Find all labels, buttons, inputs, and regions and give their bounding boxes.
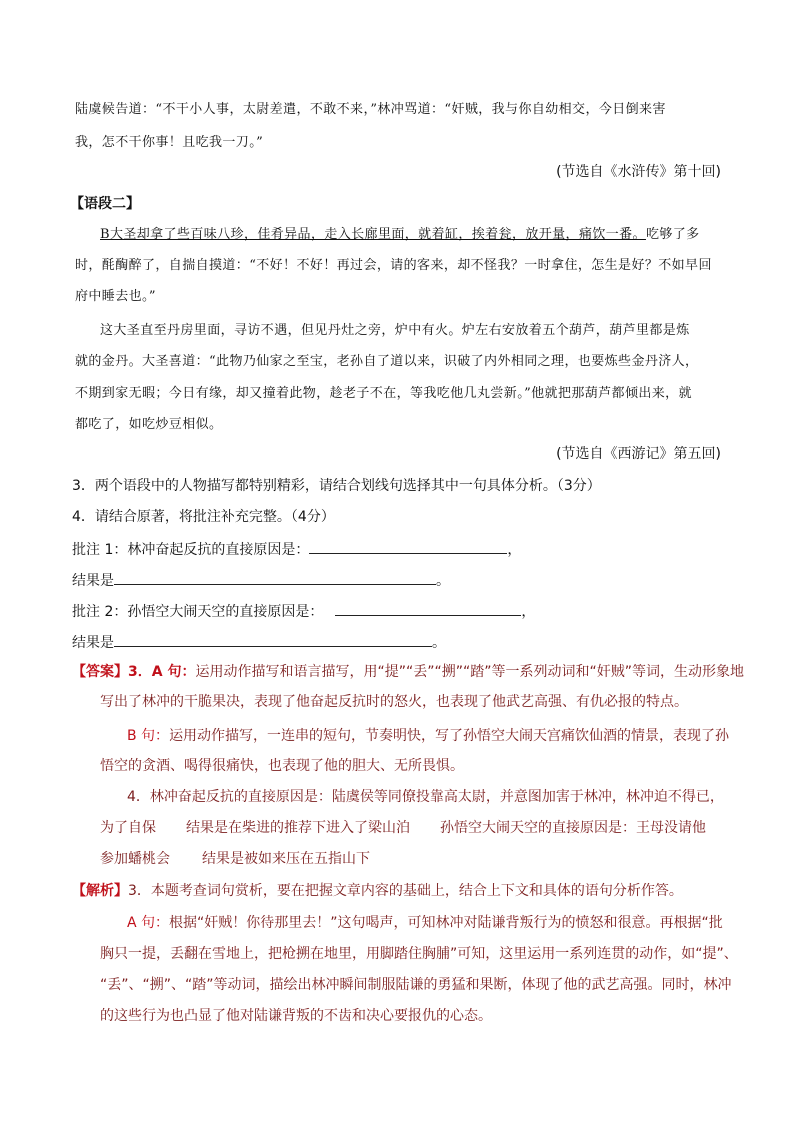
answer-b-line1: B 句：运用动作描写，一连串的短句，节奏明快，写了孙悟空大闹天宫痛饮仙酒的情景，表现了孙 xyxy=(127,728,730,744)
analysis-a-line1: A 句：根据“奸贼！你待那里去！”这句喝声，可知林冲对陆谦背叛行为的愤怒和很意。再根据“批 xyxy=(127,915,723,931)
passage2-source: (节选自《西游记》第五回) xyxy=(556,446,721,462)
passage2-p1-line1 xyxy=(100,225,700,245)
answer-b-line2: 悟空的贪酒、喝得很痛快，也表现了他的胆大、无所畏惧。 xyxy=(100,758,464,774)
analysis-line1: 【解析】3．本题考查词句赏析，要在把握文章内容的基础上，结合上下文和具体的语句分析作答。 xyxy=(72,883,683,899)
passage1-line1: 陆虞候告道：“不干小人事，太尉差遣，不敢不来，”林冲骂道：“奸贼，我与你自幼相交，今日倒来害 xyxy=(75,102,666,117)
answer-q4-line1: 4．林冲奋起反抗的直接原因是：陆虞侯等同僚投靠高太尉，并意图加害于林冲，林冲迫不得已， xyxy=(127,789,724,805)
answer-q4-line3: 参加蟠桃会 结果是被如来压在五指山下 xyxy=(100,851,370,867)
note-1-result: 结果是 。 xyxy=(72,569,450,591)
passage2-p2-line1: 这大圣直至丹房里面，寻访不遇，但见丹灶之旁，炉中有火。炉左右安放着五个葫芦，葫芦里都是炼 xyxy=(100,323,690,338)
passage2-p2-line2: 就的金丹。大圣喜道：“此物乃仙家之至宝，老孙自了道以来，识破了内外相同之理，也要炼些金丹济人， xyxy=(75,354,699,369)
passage1-line2: 我，怎不干你事！且吃我一刀。” xyxy=(75,135,264,150)
passage1-source: (节选自《水浒传》第十回) xyxy=(556,164,721,180)
analysis-a-line4: 的这些行为也凸显了他对陆谦背叛的不齿和决心要报仇的心态。 xyxy=(100,1008,492,1024)
answer-line1: 【答案】3．A 句：运用动作描写和语言描写，用“提”“丢”“搠”“踏”等一系列动词和“奸贼”等词，生动形象地 xyxy=(72,664,744,680)
note-1-blank[interactable] xyxy=(309,538,507,554)
analysis-tag: 【解析】 xyxy=(72,883,128,899)
note-2: 批注 2：孙悟空大闹天空的直接原因是： ， xyxy=(72,600,535,622)
note-1: 批注 1：林冲奋起反抗的直接原因是： ， xyxy=(72,538,521,560)
passage2-p2-line4: 都吃了，如吃炒豆相似。 xyxy=(75,417,223,432)
passage2-p1-line2: 时，酕醄醉了，自揣自摸道：“不好！不好！再过会，请的客来，却不怪我？一时拿住，怎生是好？不如早回 xyxy=(75,258,712,273)
passage2-p2-line3: 不期到家无暇；今日有缘，却又撞着此物，趁老子不在，等我吃他几丸尝新。”他就把那葫芦都倾出来，就 xyxy=(75,386,692,401)
note-2-label: 批注 2：孙悟空大闹天空的直接原因是： xyxy=(72,604,324,620)
passage2-p1-line3: 府中睡去也。” xyxy=(75,289,156,304)
note-1-label: 批注 1：林冲奋起反抗的直接原因是： xyxy=(72,542,310,558)
underlined-sentence-b: B大圣却拿了些百味八珍，佳肴异品，走入长廊里面，就着缸，挨着瓮，放开量，痛饮一番。 xyxy=(100,227,646,242)
note-1-result-blank[interactable] xyxy=(114,569,436,585)
note-2-result-blank[interactable] xyxy=(114,631,432,647)
note-2-result: 结果是 。 xyxy=(72,631,446,653)
note-2-blank[interactable] xyxy=(335,600,521,616)
analysis-a-line3: “丢”、“搠”、“踏”等动词，描绘出林冲瞬间制服陆谦的勇猛和果断，体现了他的武艺高强。同时，林冲 xyxy=(100,977,732,993)
analysis-a-line2: 胸只一提，丢翻在雪地上，把枪搠在地里，用脚踏住胸脯”可知，这里运用一系列连贯的动作，如“提”、 xyxy=(100,946,738,962)
answer-a-line2: 写出了林冲的干脆果决，表现了他奋起反抗时的怒火，也表现了他武艺高强、有仇必报的特点。 xyxy=(100,694,688,710)
passage2-p1-rest: 吃够了多 xyxy=(645,227,700,242)
question-3: 3．两个语段中的人物描写都特别精彩，请结合划线句选择其中一句具体分析。（3分） xyxy=(72,478,601,494)
question-4: 4．请结合原著，将批注补充完整。（4分） xyxy=(72,509,335,525)
answer-q4-line2: 为了自保 结果是在柴进的推荐下进入了梁山泊 孙悟空大闹天空的直接原因是：王母没请他 xyxy=(100,820,706,836)
answer-tag: 【答案】 xyxy=(72,664,128,680)
passage2-heading: 【语段二】 xyxy=(70,196,140,212)
